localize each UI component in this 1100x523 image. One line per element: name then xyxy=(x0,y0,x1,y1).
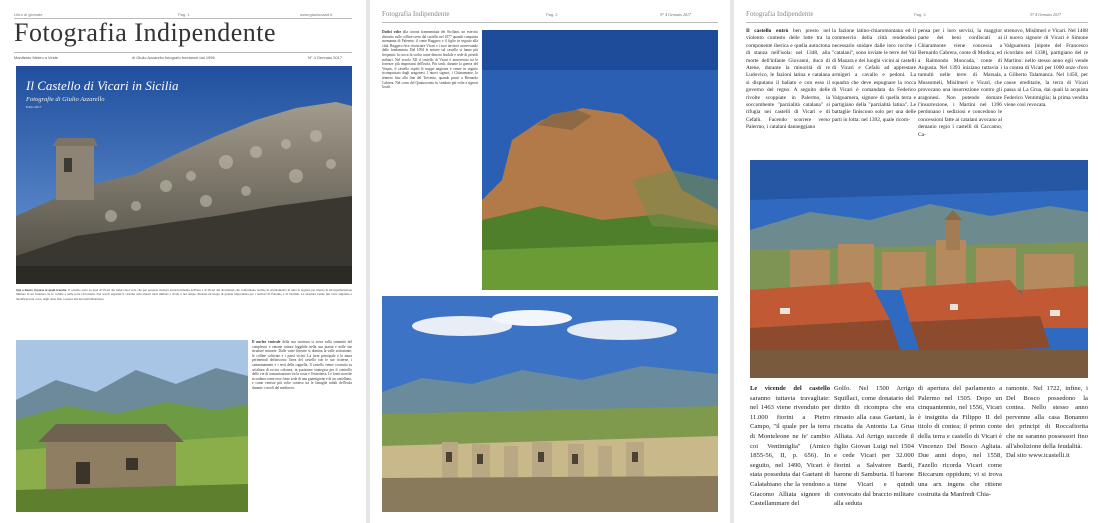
page-number: Pag. 1 xyxy=(178,12,190,17)
header-rule xyxy=(746,22,1088,23)
website-link[interactable]: www.gianlucaart.it xyxy=(300,12,333,17)
column-lead: Dodici volte xyxy=(382,30,402,34)
masthead-title: Fotografia Indipendente xyxy=(14,18,277,47)
masthead-author: di Giulio Azzarello fotografo freelance dal 1996 xyxy=(132,55,215,60)
issue-date: N° 4 Gennaio 2017 xyxy=(1030,12,1062,17)
page-2 xyxy=(370,0,730,523)
running-header: Fotografia Indipendente xyxy=(746,10,814,18)
hero-photo-castle-ruins xyxy=(16,66,352,284)
bottom-column-1 xyxy=(750,384,830,516)
issue-date: N° 4 Gennaio 2017 xyxy=(660,12,692,17)
photo-fortress-walls-panorama xyxy=(382,296,718,512)
bottom-column-3: di apertura del parlamento a Palermo nel 1505. Dopo un cinquantennio, nel 1556, Vicari è insignita da Filippo II del titolo di contea; il primo conte della terra e castello di Vicari è Vincenzo Del Bosco Agliata. Due anni dopo, nel 1558, Fazello ricorda Vicari come Biccarum oppidum; vi si trova una arx ingens che ritiene costruita da Manfredi Chia- xyxy=(918,385,1002,498)
masthead-tagline: Manifesto Meteo a Veste xyxy=(14,55,59,60)
page-1 xyxy=(0,0,366,523)
header-rule xyxy=(382,22,718,23)
caption-text: Il castello sorto su quel di Vicari dai ruderi suoi voli, che pur possono ritenere autorevolmente dell'aria e di Vicari dei documenti che confermano notizie di orientamento in tutta la regione per mezzo di un'organizzazione militare in un frontiere tra le colline e nelle terre circostanti. Nei secoli seguenti il castello subì alterni ruoli militari e civili, e nel tempo divenne un luogo di grande importanza per i territori di Palermo e di Termini. La struttura venne più volte ampliata e modificata nel corso degli anni, fino a essere lasciata nell'abbandono. xyxy=(16,288,352,301)
running-header: Fotografia Indipendente xyxy=(382,10,450,18)
caption-lead: Qui a fianco il paese ai quali tramite. xyxy=(16,288,68,292)
column-lead: Le vicende del castello xyxy=(750,385,830,392)
column-3: pensa per i loro servizi, la maggior parte dei beni confiscati ai Chiaramonte viene concessa a Bernardo Cabrera, conte di Modica, ed a Raimondo Moncada, conte di Augusta. Nel 1393 iniziano tuttavia i tumulti nelle terre di Marsala, Mussomeli, Misilmeri e Vicari, che provocano una insurrezione contro gli aragonesi. Non potendo domare l'insurrezione, i Martini nel 1396 perdonano i sediziosi e concedono le concessioni fatte ai catalani avocano al demanio regio i castelli di Caccamo, Ca- xyxy=(918,28,1002,138)
issue-date: N° 4 Gennaio 2017 xyxy=(308,55,343,60)
hero-title: Il Castello di Vicari in Sicilia xyxy=(26,78,179,93)
photo-stone-hut-valley xyxy=(16,340,248,512)
running-head-left: Libro di giornale xyxy=(14,12,43,17)
column-history xyxy=(382,30,478,292)
column-lead: Il nucleo centrale xyxy=(252,340,281,344)
column-4: strenovo, Misilmeri e Vicari. Nel 1408 il nuovo signore di Vicari è Simone Valguarnera [nipote del Francesco ricordato nel 1338], partigiano del re Martino: nello stesso anno egli vende la contea di Vicari per 1000 onze d'oro a Gilberto Talamanca. Nel 1450, per cause ereditarie, la terra di Vicari passa ai La Grua, dai quali la acquista Federico Ventimiglia; la prima vendita viene così revocata. xyxy=(1004,28,1088,109)
column-lead: Il castello entrò xyxy=(746,28,789,34)
photo-cliff-fortress xyxy=(482,30,718,290)
column-castle-core xyxy=(252,340,352,512)
bottom-column-2: Golfo. Nel 1500 Arrigo Squillaci, come donatario del diritto di ricompra che era rimasto alla casa Gaetani, la riscatta da Antonia La Grua Alliata. Ad Arrigo succede il figlio Giovan Luigi nel 1504 e cede Vicari per 32.000 fiorini a Salvatore Bardi, barone di Samburia. Il barone tiene Vicari e quindi convocato dal braccio militare alla seduta xyxy=(834,385,914,508)
column-2: la fazione latino-chiaromontana ed il commercio della città rendendosi necessario snidare dalle loro rocche i "catalani", sono inviate le terre del Val di Mazara e dei luoghi vicini ai castelli di Vicari e Cefalù ad apprestare armigeri a cavallo e pedoni. La squadra che deve espugnare la rocca di Vicari è comandata da Federico Valguarnera, signore di quella terra e partigiano della "parzialità latina". Le battaglie finiscono solo per una delle parti in lotta: nel 1392, quale ricom- xyxy=(832,28,916,123)
source-link[interactable]: Dal sito www.icastelli.it xyxy=(1006,452,1070,460)
column-text: saranno tuttavia travagliate: nel 1463 viene rivenduto per 11.000 fiorini a Pietro Campo, "il quale per la terra di Monteleone ne fe' cambio coi Ventimiglia" (Amico 1855-56, II, p. 656). In seguito, nel 1490, Vicari è stata posseduta dai Gaetani di Calatabiano che la vendono a Giacomo Alliata signore di Castellammare del xyxy=(750,394,830,508)
masthead-rule xyxy=(14,52,352,53)
page-number: Pag. 3 xyxy=(914,12,926,17)
column-text: ben presto nel violento contesto delle lotte tra la componente iberica e quella autoctona di stanza nell'isola: nel 1348, alla morte dell'infante Giovanni, duca di Atene, durante la minorità di re Ludovico, le fazioni latina e catalana si disputano il baliato e con esso il governo del regno. A seguito delle rivolte scoppiate in Palermo, la soccombente "parzialità catalana" si rifugia nei castelli di Vicari e di Cefalù. Facendo scorrere verso Palermo, i catalani danneggiano xyxy=(746,28,830,131)
column-text: ramonte. Nel 1722, infine, i Del Bosco possedono la contea. Nello stesso anno pervenne alla casa Bonanno dei principi di Roccafiorita che ne saranno possessori fino all'abolizione della feudalità. xyxy=(1006,385,1088,450)
hero-small-text: Edito 2017 xyxy=(26,105,42,109)
column-1 xyxy=(746,28,830,158)
page-3 xyxy=(734,0,1100,523)
hero-subtitle: Fotografie di Giulio Azzarello xyxy=(26,96,105,103)
photo-village-rooftops xyxy=(750,160,1088,378)
column-text: della sua struttura si trova sulla sommità del complesso e rimane tuttora leggibile nella sua pianta e nelle sue strutture murarie. Dalle vaste finestre si domina la valle sottostante, le colline coltivate e i paesi vicini. La torre principale e le mura perimetrali definiscono l'area del castello con le sue cisterne, i camminamenti e i resti della cappella. Il castello venne costruito su un'altura di roccia calcarea, in posizione strategica per il controllo delle vie di comunicazione tra la costa e l'entroterra. Le fonti storiche ricordano come esso fosse sede di una guarnigione e di un castellano, e come venisse più volte conteso tra le famiglie nobili dell'isola durante i secoli del medioevo. xyxy=(252,340,352,390)
page-number: Pag. 2 xyxy=(546,12,558,17)
hero-caption xyxy=(16,288,352,336)
column-text: alla corona frammentata dei Siciliani, un esercito distrutto sulle colline scese dal castello nel 1077 quando conquista normanna di Palermo, il conte Ruggero e il figlio in seguito alla città. Ruggero fece ricostruire Vicari e i suoi territori conservando dalle fondamenta. Dal 1094 le notizie sul castello si fanno più frequenti: la rocca fu scelta come dimora feudale e sede di presidi militari. Nel secolo XII il castello di Vicari è annoverato tra le fortezze più importanti dell'isola. Più tardi, durante la guerra del Vespro, il castello ospitò le truppe angioine e venne in seguito riconquistato dagli aragonesi. I nuovi signori, i Chiaramonte, lo tennero fino alla fine del Trecento, quando passò a Bernardo Cabrera. Nel corso del Quattrocento fu venduto più volte a signori locali. xyxy=(382,30,478,90)
bottom-column-4 xyxy=(1006,384,1088,516)
